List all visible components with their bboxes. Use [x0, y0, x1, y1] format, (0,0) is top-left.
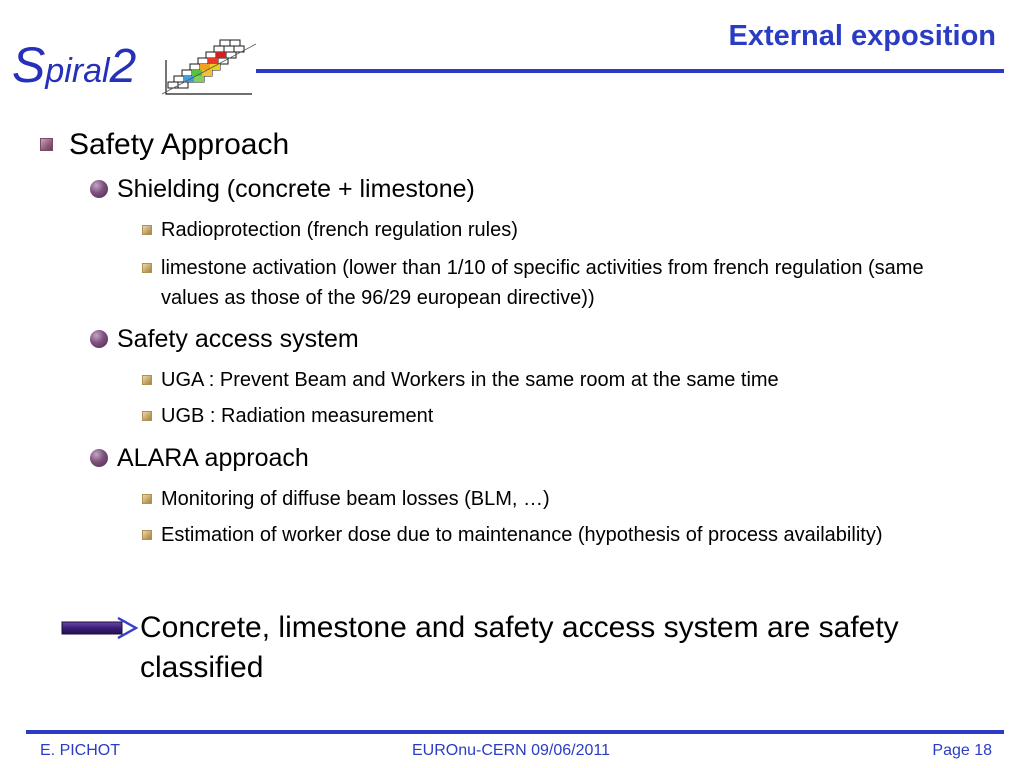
- logo-wordmark: [12, 37, 137, 93]
- bullet-radioprotection: [142, 215, 961, 245]
- footer-author: E. PICHOT: [40, 742, 121, 759]
- bullet-uga: [142, 365, 961, 395]
- footer-divider: [26, 730, 1004, 734]
- sphere-bullet-icon: [90, 330, 108, 348]
- bullet-text: Monitoring of diffuse beam losses (BLM, …): [161, 488, 550, 510]
- small-square-bullet-icon: [142, 494, 152, 504]
- logo-letter-s: S: [12, 37, 46, 93]
- small-square-bullet-icon: [142, 530, 152, 540]
- bullet-alara: [90, 443, 309, 473]
- footer-page-number: Page 18: [932, 742, 992, 759]
- bullet-limestone-activation: [142, 253, 961, 313]
- bullet-text: ALARA approach: [117, 444, 309, 472]
- bullet-text: UGB : Radiation measurement: [161, 405, 434, 427]
- bullet-text: UGA : Prevent Beam and Workers in the same room at the same time: [161, 369, 779, 391]
- bullet-estimation: [142, 520, 961, 550]
- bullet-text: Safety Approach: [69, 128, 290, 161]
- small-square-bullet-icon: [142, 225, 152, 235]
- bullet-shielding: [90, 174, 475, 204]
- sphere-bullet-icon: [90, 449, 108, 467]
- bullet-safety-approach: [40, 128, 289, 162]
- header-divider: [256, 69, 1004, 73]
- bullet-text: Estimation of worker dose due to maintenance (hypothesis of process availability): [161, 524, 883, 546]
- sphere-bullet-icon: [90, 180, 108, 198]
- bullet-ugb: [142, 401, 961, 431]
- small-square-bullet-icon: [142, 411, 152, 421]
- logo-text-piral: piral: [45, 52, 110, 90]
- bullet-text: Radioprotection (french regulation rules): [161, 219, 518, 241]
- conclusion-text: Concrete, limestone and safety access system are safety classified: [140, 611, 899, 684]
- small-square-bullet-icon: [142, 375, 152, 385]
- bullet-text: limestone activation (lower than 1/10 of specific activities from french regulation (same values as those of the 96/29 european directive)): [161, 257, 924, 309]
- small-square-bullet-icon: [142, 263, 152, 273]
- bullet-monitoring: [142, 484, 961, 514]
- bullet-safety-access: [90, 324, 359, 354]
- nuclide-chart-logo-graphic: [160, 38, 258, 100]
- bullet-text: Shielding (concrete + limestone): [117, 175, 475, 203]
- square-bullet-icon: [40, 138, 53, 151]
- footer-event: EUROnu-CERN 09/06/2011: [412, 742, 611, 759]
- right-arrow-icon: [60, 617, 138, 639]
- slide-title: External exposition: [728, 20, 996, 52]
- spiral2-logo: [10, 38, 255, 102]
- bullet-text: Safety access system: [117, 325, 359, 353]
- logo-number-2: 2: [109, 40, 137, 93]
